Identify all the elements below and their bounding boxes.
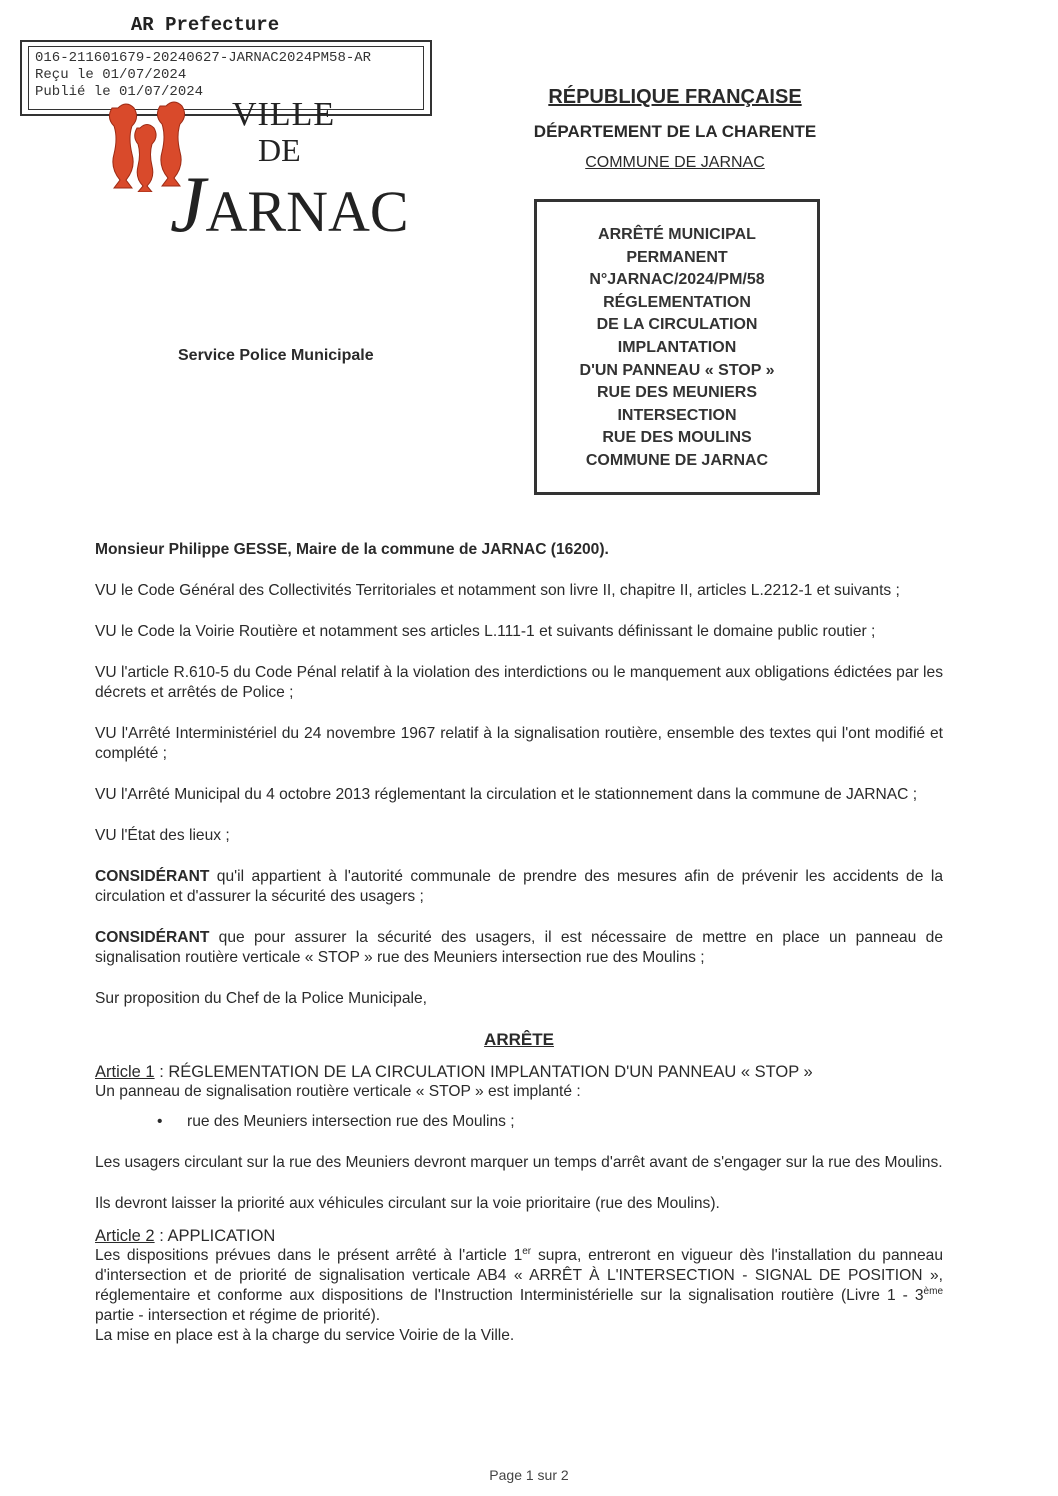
- page-number: Page 1 sur 2: [489, 1467, 569, 1483]
- considerant-1: [95, 867, 943, 907]
- commune-heading: COMMUNE DE JARNAC: [585, 154, 765, 171]
- article-1-paragraph-2: Les usagers circulant sur la rue des Meuniers devront marquer un temps d'arrêt avant de s'engager sur la rue des Moulins.: [95, 1154, 943, 1171]
- maire-line: Monsieur Philippe GESSE, Maire de la commune de JARNAC (16200).: [95, 541, 609, 558]
- logo-de-text: DE: [258, 132, 301, 168]
- vu-list: [95, 581, 943, 846]
- considerant-2-text: que pour assurer la sécurité des usagers, il est nécessaire de mettre en place un panneau de signalisation routière verticale « STOP » rue des Meuniers intersection rue des Moulins ;: [95, 929, 943, 966]
- article-1-text: Un panneau de signalisation routière verticale « STOP » est implanté :: [95, 1083, 581, 1100]
- logo-jarnac-text: [170, 160, 409, 251]
- arrete-title-line: RÉGLEMENTATION: [603, 293, 751, 311]
- article-2-title: : APPLICATION: [154, 1227, 276, 1245]
- stamp-title: AR Prefecture: [130, 14, 280, 36]
- article-2-heading: [95, 1226, 943, 1246]
- logo-ville-text: VILLE: [232, 96, 336, 133]
- article-1-title: : RÉGLEMENTATION DE LA CIRCULATION IMPLANTATION D'UN PANNEAU « STOP »: [154, 1063, 813, 1081]
- list-item: [157, 1112, 943, 1132]
- arrete-title-line: N°JARNAC/2024/PM/58: [589, 271, 765, 289]
- arrete-title-line: RUE DES MOULINS: [602, 429, 752, 447]
- republique-heading: RÉPUBLIQUE FRANÇAISE: [548, 86, 802, 108]
- stamp-published-date: Publié le 01/07/2024: [35, 84, 204, 100]
- article-1-heading: [95, 1062, 943, 1082]
- considerant-1-text: qu'il appartient à l'autorité communale de prendre des mesures afin de prévenir les accidents de la circulation et d'assurer la sécurité des usagers ;: [95, 868, 943, 905]
- article-1-bullet: rue des Meuniers intersection rue des Moulins ;: [187, 1113, 515, 1130]
- vu-item: VU l'Arrêté Municipal du 4 octobre 2013 réglementant la circulation et le stationnement dans la commune de JARNAC ;: [95, 786, 918, 803]
- arrete-title-line: ARRÊTÉ MUNICIPAL: [598, 226, 756, 243]
- stamp-reference: 016-211601679-20240627-JARNAC2024PM58-AR: [35, 50, 372, 66]
- vu-item: VU le Code la Voirie Routière et notamment ses articles L.111-1 et suivants définissant le domaine public routier ;: [95, 623, 876, 640]
- arrete-title-box: [534, 199, 820, 495]
- article-2-sup-2: ème: [923, 1285, 943, 1297]
- considerant-word: CONSIDÉRANT: [95, 868, 210, 885]
- article-2-sup-1: er: [522, 1245, 532, 1257]
- service-label: Service Police Municipale: [178, 347, 374, 364]
- article-2-text-c: partie - intersection et régime de priorité).: [95, 1307, 381, 1324]
- arrete-title-line: PERMANENT: [626, 248, 728, 266]
- vu-item: VU l'État des lieux ;: [95, 827, 230, 844]
- stamp-received-date: Reçu le 01/07/2024: [35, 67, 187, 83]
- article-1-paragraph-3: Ils devront laisser la priorité aux véhicules circulant sur la voie prioritaire (rue des Moulins).: [95, 1195, 720, 1212]
- document-body: [95, 540, 943, 1346]
- arrete-title-line: D'UN PANNEAU « STOP »: [579, 361, 775, 379]
- vu-item: VU le Code Général des Collectivités Territoriales et notamment son livre II, chapitre II, articles L.2212-1 et suivants ;: [95, 582, 900, 599]
- article-1-label: Article 1: [95, 1063, 155, 1081]
- arrete-title-line: RUE DES MEUNIERS: [596, 384, 758, 402]
- arrete-heading: ARRÊTE: [484, 1030, 554, 1049]
- arrete-title-line: DE LA CIRCULATION: [596, 316, 758, 334]
- vu-item: VU l'Arrêté Interministériel du 24 novembre 1967 relatif à la signalisation routière, ensemble des textes qui l'ont modifié et complété ;: [95, 725, 943, 762]
- logo-arnac: ARNAC: [205, 179, 409, 244]
- arrete-title-line: IMPLANTATION: [617, 338, 737, 356]
- arrete-title-line: INTERSECTION: [617, 406, 737, 424]
- proposition-line: Sur proposition du Chef de la Police Municipale,: [95, 990, 427, 1007]
- vu-item: VU l'article R.610-5 du Code Pénal relatif à la violation des interdictions ou le manquement aux obligations édictées par les décrets et arrêtés de Police ;: [95, 664, 943, 701]
- considerant-word: CONSIDÉRANT: [95, 929, 210, 946]
- reception-stamp: [20, 40, 432, 116]
- considerant-2: [95, 928, 943, 968]
- article-2-text-a: Les dispositions prévues dans le présent arrêté à l'article 1: [95, 1247, 523, 1264]
- bullet-icon: •: [157, 1113, 163, 1130]
- departement-heading: DÉPARTEMENT DE LA CHARENTE: [533, 122, 817, 141]
- logo-j-letter: J: [170, 161, 206, 249]
- article-2-last: La mise en place est à la charge du service Voirie de la Ville.: [95, 1327, 515, 1344]
- arrete-title-line: COMMUNE DE JARNAC: [585, 451, 769, 469]
- article-2-label: Article 2: [95, 1227, 155, 1245]
- article-2-text: [95, 1246, 943, 1326]
- article-2-text-b: supra, entreront en vigueur dès l'installation du panneau d'intersection et de priorité de signalisation verticale AB4 « ARRÊT À L'INTERSECTION - SIGNAL DE POSITION », réglementaire et conforme aux dispositions de l'Instruction Interministérielle sur la signalisation routière (Livre 1 - 3: [95, 1247, 943, 1304]
